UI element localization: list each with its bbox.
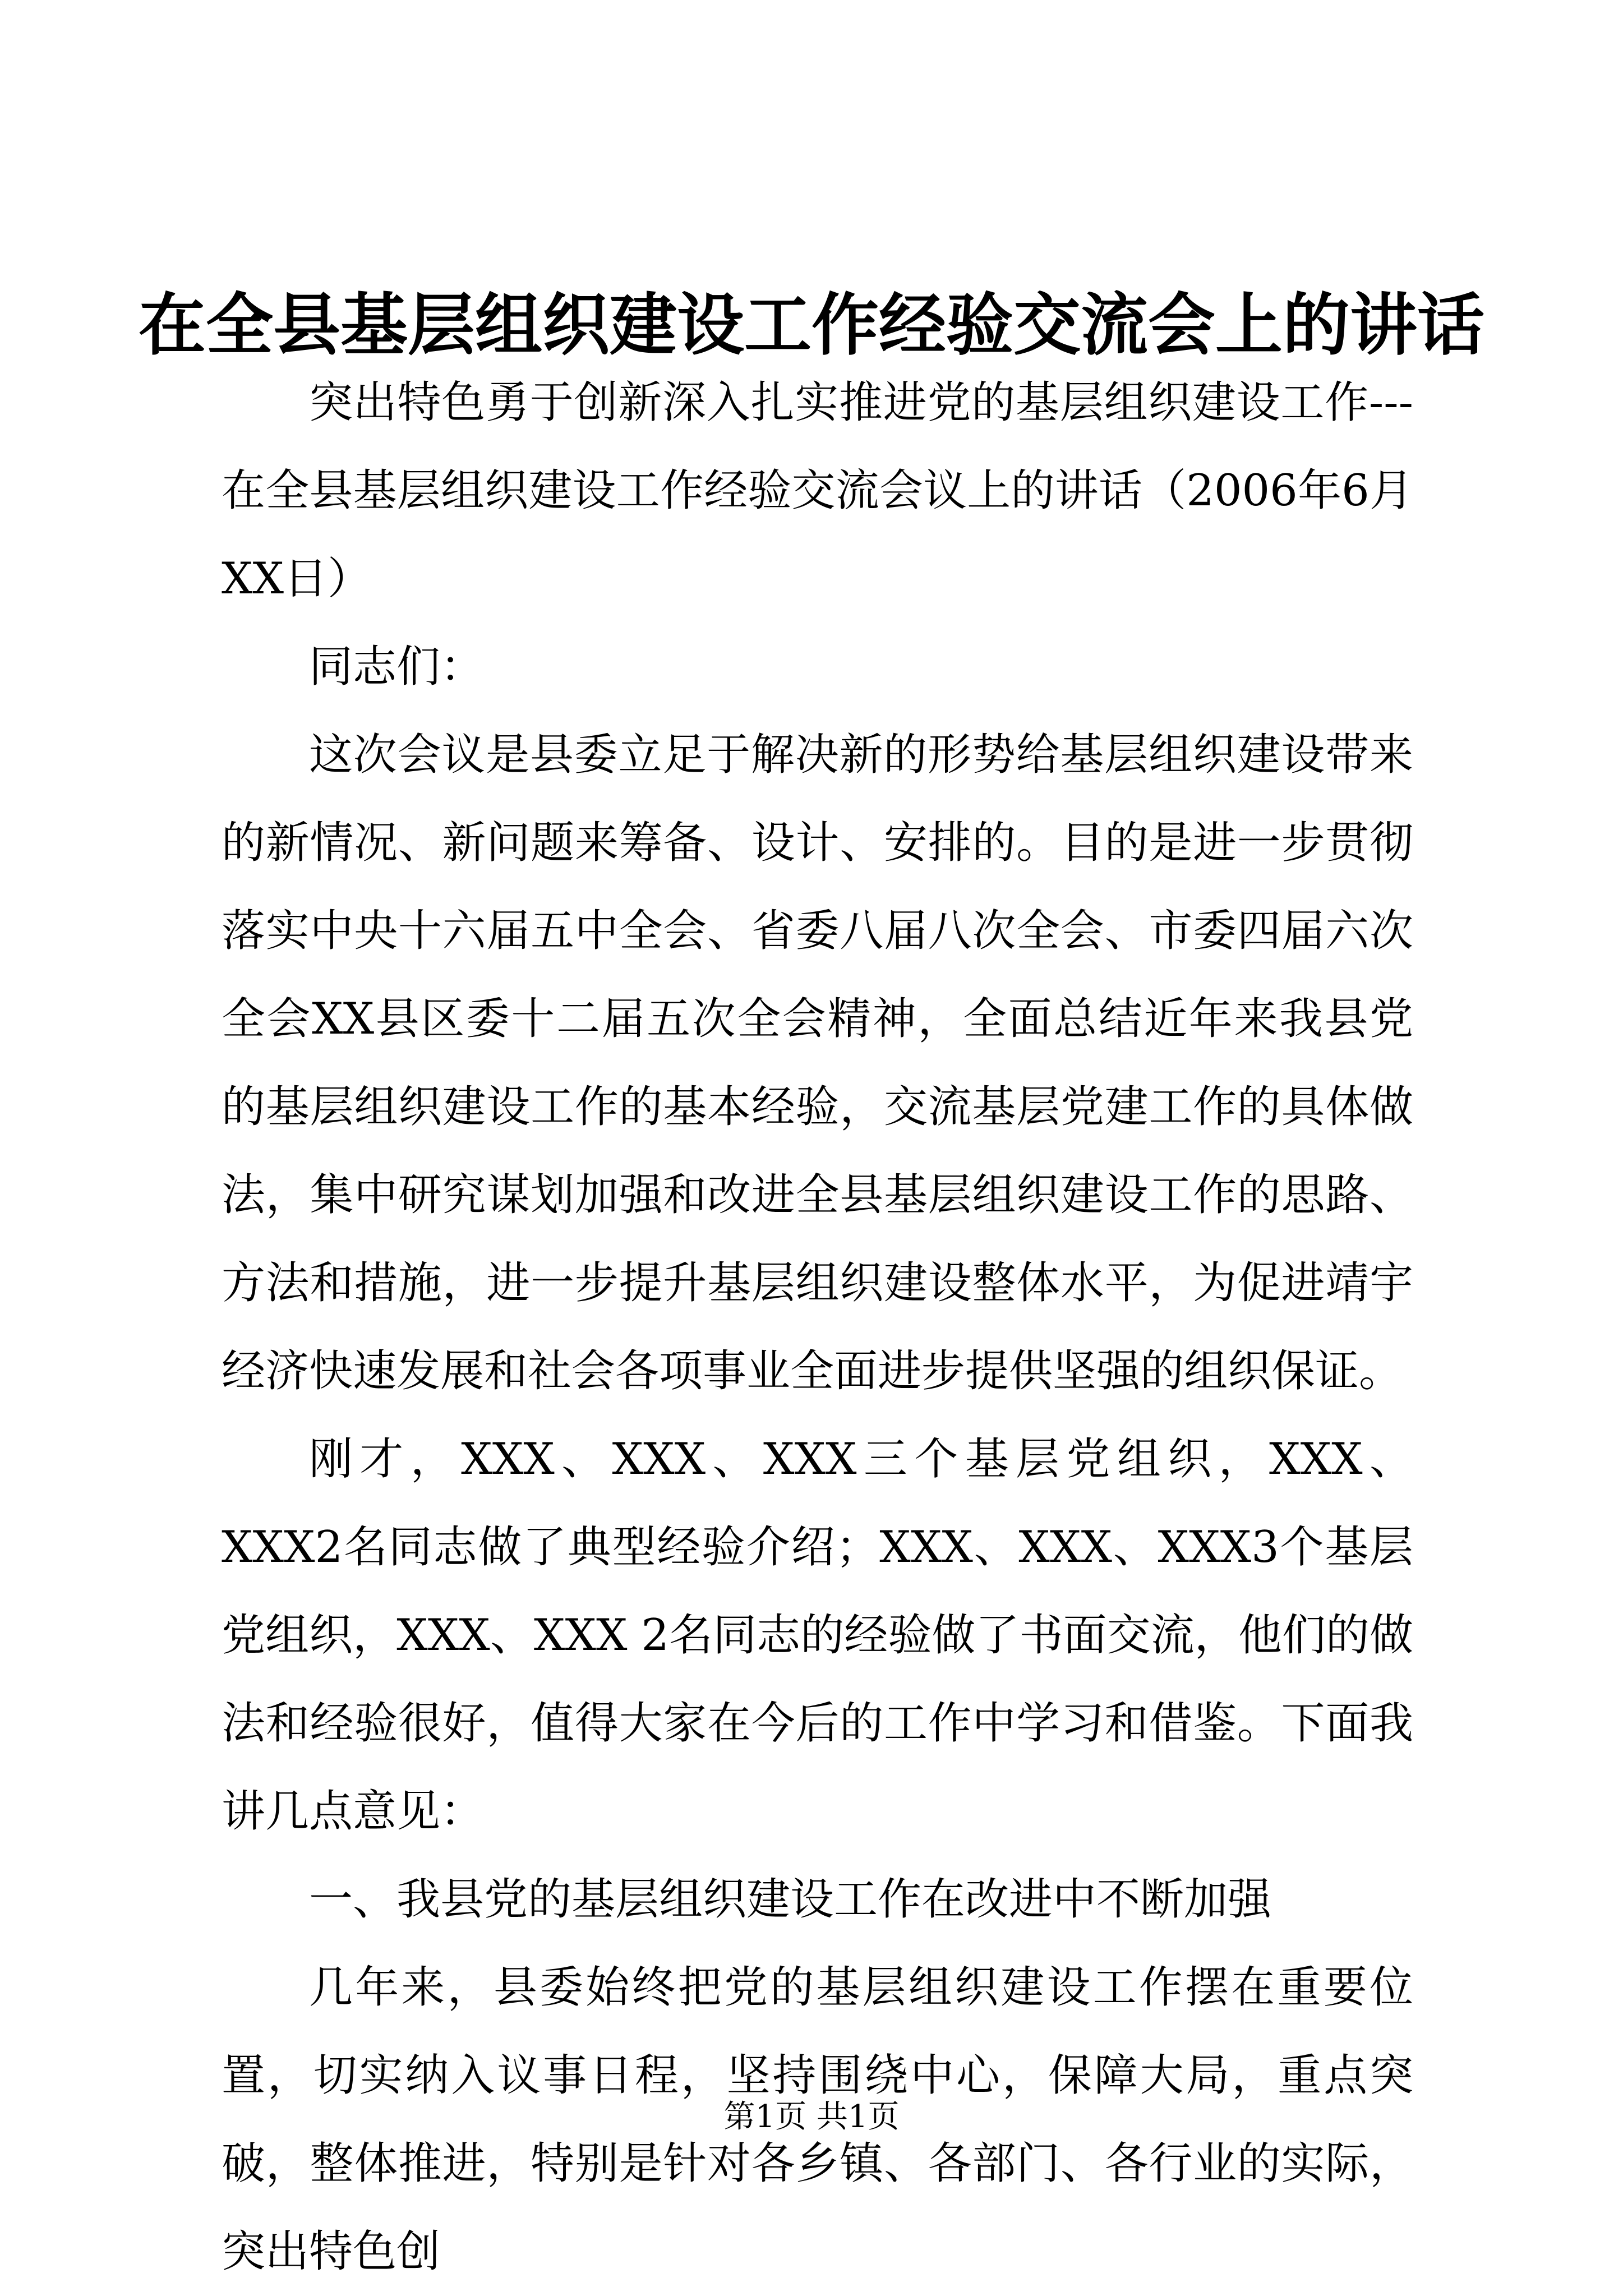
page-number-footer: 第1页 共1页 xyxy=(723,2099,900,2135)
body-paragraph: 刚才，XXX、XXX、XXX三个基层党组织，XXX、XXX2名同志做了典型经验介绍；XXX、XXX、XXX3个基层党组织，XXX、XXX 2名同志的经验做了书面交流，他们的做法和经验很好，值得大家在今后的工作中学习和借鉴。下面我讲几点意见： xyxy=(222,1434,1413,1837)
document-body xyxy=(222,359,1413,2296)
body-paragraph: 这次会议是县委立足于解决新的形势给基层组织建设带来的新情况、新问题来筹备、设计、安排的。目的是进一步贯彻落实中央十六届五中全会、省委八届八次全会、市委四届六次全会XX县区委十二届五次全会精神，全面总结近年来我县党的基层组织建设工作的基本经验，交流基层党建工作的具体做法，集中研究谋划加强和改进全县基层组织建设工作的思路、方法和措施，进一步提升基层组织建设整体水平，为促进靖宇经济快速发展和社会各项事业全面进步提供坚强的组织保证。 xyxy=(222,730,1413,1396)
body-paragraph: 几年来，县委始终把党的基层组织建设工作摆在重要位置，切实纳入议事日程，坚持围绕中心，保障大局，重点突破，整体推进，特别是针对各乡镇、各部门、各行业的实际，突出特色创 xyxy=(222,1962,1413,2277)
section-heading: 一、我县党的基层组织建设工作在改进中不断加强 xyxy=(309,1874,1272,1925)
salutation-paragraph: 同志们： xyxy=(309,642,485,692)
document-title: 在全县基层组织建设工作经验交流会上的讲话 xyxy=(139,285,1484,365)
subtitle-paragraph: 突出特色勇于创新深入扎实推进党的基层组织建设工作---在全县基层组织建设工作经验交流会议上的讲话（2006年6月XX日） xyxy=(222,377,1413,604)
